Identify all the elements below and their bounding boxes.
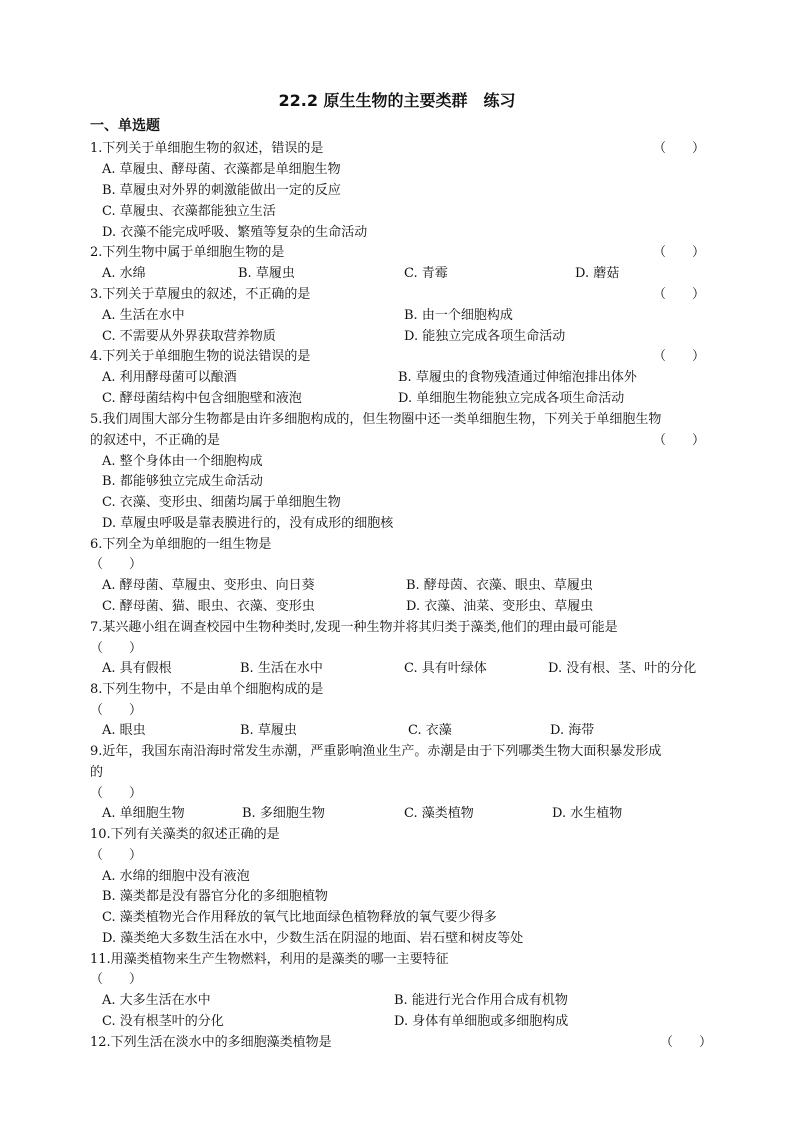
option: B. 生活在水中 [240,661,323,676]
option: A. 大多生活在水中 [102,993,211,1008]
question-stem: 6.下列全为单细胞的一组生物是 [90,537,272,552]
question-stem: 4.下列关于单细胞生物的说法错误的是 [90,349,311,364]
answer-paren: （ ） [653,433,706,448]
option: B. 多细胞生物 [242,806,325,821]
option: A. 利用酵母菌可以酿酒 [102,370,237,385]
option: D. 身体有单细胞或多细胞构成 [394,1014,569,1029]
option: C. 藻类植物 [404,806,474,821]
option: C. 青霉 [404,266,448,281]
option: D. 衣藻、油菜、变形虫、草履虫 [406,599,594,614]
option: A. 草履虫、酵母菌、衣藻都是单细胞生物 [102,162,341,177]
option: C. 草履虫、衣藻都能独立生活 [102,204,276,219]
option: A. 生活在水中 [102,308,185,323]
option: D. 没有根、茎、叶的分化 [548,661,697,676]
option: C. 不需要从外界获取营养物质 [102,329,276,344]
option: A. 整个身体由一个细胞构成 [102,454,263,469]
option: B. 酵母茵、衣藻、眼虫、草履虫 [406,578,593,593]
option: D. 海带 [550,723,595,738]
option: D. 能独立完成各项生命活动 [404,329,566,344]
option: D. 藻类绝大多数生活在水中，少数生活在阴湿的地面、岩石壁和树皮等处 [102,931,524,946]
question-stem: 5.我们周围大部分生物都是由许多细胞构成的，但生物圈中还一类单细胞生物，下列关于单细胞生物 [90,412,662,427]
answer-paren: （ ） [90,641,143,656]
option: B. 能进行光合作用合成有机物 [394,993,568,1008]
question-stem: 9.近年，我国东南沿海时常发生赤潮，严重影响渔业生产。赤潮是由于下列哪类生物大面积暴发形成 [90,744,662,759]
question-stem: 的 [90,765,104,780]
question-stem: 3.下列关于草履虫的叙述，不正确的是 [90,287,311,302]
option: A. 水绵的细胞中没有液泡 [102,869,250,884]
option: C. 酵母菌结构中包含细胞壁和液泡 [102,391,302,406]
answer-paren: （ ） [653,245,706,260]
option: C. 衣藻、变形虫、细菌均属于单细胞生物 [102,495,341,510]
question-stem: 1.下列关于单细胞生物的叙述，错误的是 [90,141,324,156]
option: B. 都能够独立完成生命活动 [102,474,263,489]
option: B. 草履虫 [240,723,297,738]
answer-paren: （ ） [90,786,143,801]
option: D. 草履虫呼吸是靠表膜进行的，没有成形的细胞核 [102,516,394,531]
answer-paren: （ ） [90,848,143,863]
question-stem: 2.下列生物中属于单细胞生物的是 [90,245,285,260]
option: C. 藻类植物光合作用释放的氧气比地面绿色植物释放的氧气要少得多 [102,910,497,925]
question-stem: 的叙述中，不正确的是 [90,433,221,448]
option: C. 酵母菌、猫、眼虫、衣藻、变形虫 [102,599,315,614]
answer-paren: （ ） [660,1035,713,1050]
section-heading: 一、单选题 [90,118,160,134]
option: C. 具有叶绿体 [404,661,487,676]
question-stem: 10.下列有关藻类的叙述正确的是 [90,827,280,842]
question-stem: 8.下列生物中，不是由单个细胞构成的是 [90,682,324,697]
answer-paren: （ ） [90,703,143,718]
question-stem: 7.某兴趣小组在调查校园中生物种类时,发现一种生物并将其归类于藻类,他们的理由最可能是 [90,620,618,635]
option: B. 草履虫对外界的刺激能做出一定的反应 [102,183,341,198]
option: C. 没有根茎叶的分化 [102,1014,224,1029]
option: C. 衣藻 [408,723,452,738]
option: B. 草履虫的食物残渣通过伸缩泡排出体外 [398,370,637,385]
option: D. 蘑菇 [575,266,620,281]
page-title: 22.2 原生生物的主要类群 练习 [278,91,516,110]
answer-paren: （ ） [653,141,706,156]
option: B. 由一个细胞构成 [404,308,513,323]
option: B. 藻类都是没有器官分化的多细胞植物 [102,889,328,904]
option: A. 水绵 [102,266,146,281]
answer-paren: （ ） [90,972,143,987]
answer-paren: （ ） [653,287,706,302]
option: A. 具有假根 [102,661,172,676]
answer-paren: （ ） [653,349,706,364]
option: A. 单细胞生物 [102,806,185,821]
option: B. 草履虫 [238,266,295,281]
option: D. 单细胞生物能独立完成各项生命活动 [398,391,625,406]
answer-paren: （ ） [90,557,143,572]
option: D. 水生植物 [552,806,623,821]
option: A. 眼虫 [102,723,146,738]
option: D. 衣藻不能完成呼吸、繁殖等复杂的生命活动 [102,225,368,240]
question-stem: 12.下列生活在淡水中的多细胞藻类植物是 [90,1035,332,1050]
question-stem: 11.用藻类植物来生产生物燃料，利用的是藻类的哪一主要特征 [90,952,449,967]
option: A. 酵母菌、草履虫、变形虫、向日葵 [102,578,315,593]
